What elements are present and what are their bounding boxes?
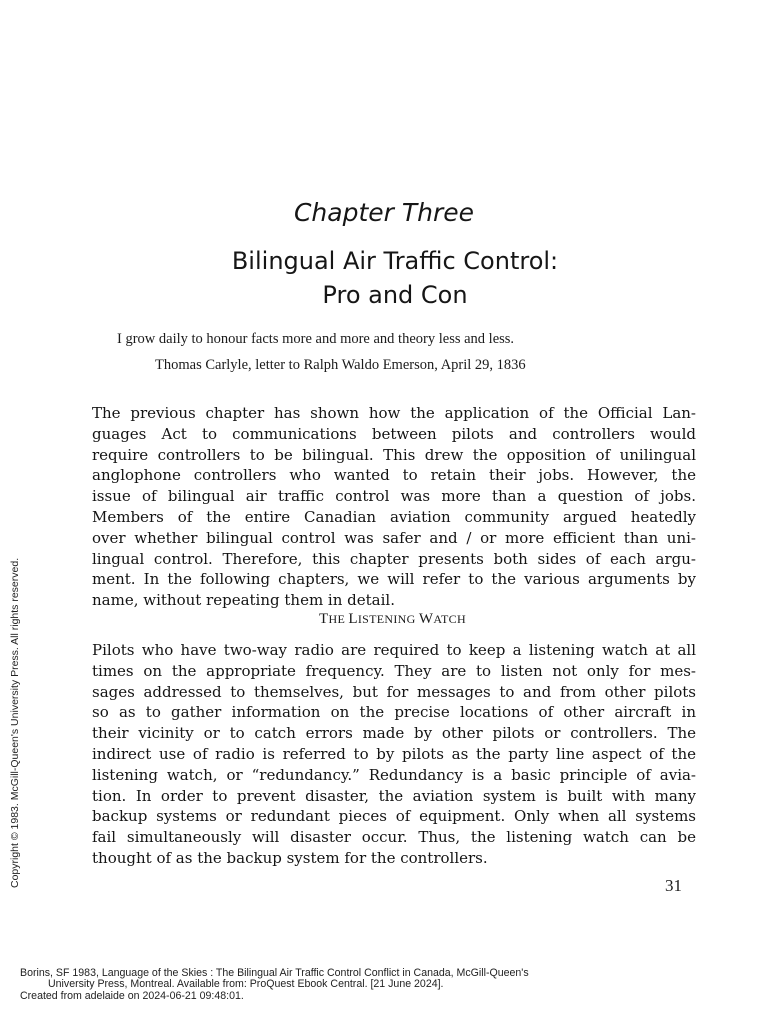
text-line: name, without repeating them in detail. bbox=[92, 591, 395, 610]
epigraph-quote: I grow daily to honour facts more and more and theory less and less. bbox=[117, 331, 515, 347]
text-line: so as to gather information on the precise locations of other aircraft in bbox=[92, 703, 696, 722]
body-paragraph-1 bbox=[92, 403, 696, 611]
text-line: ment. In the following chapters, we will refer to the various arguments by bbox=[92, 570, 696, 589]
text-line: anglophone controllers who wanted to retain their jobs. However, the bbox=[92, 466, 696, 485]
text-line: their vicinity or to catch errors made by other pilots or controllers. The bbox=[92, 724, 696, 743]
page-number: 31 bbox=[665, 876, 682, 895]
body-paragraph-2 bbox=[92, 640, 696, 869]
text-line: Members of the entire Canadian aviation community argued heatedly bbox=[92, 507, 696, 526]
heading-smallcaps: ISTENING bbox=[357, 612, 419, 626]
text-line: fail simultaneously will disaster occur. Thus, the listening watch can be bbox=[92, 828, 696, 847]
chapter-label: Chapter Three bbox=[293, 198, 475, 227]
text-line: lingual control. Therefore, this chapter presents both sides of each argu- bbox=[92, 549, 696, 568]
chapter-title bbox=[0, 244, 768, 312]
text-line: Pilots who have two-way radio are required to keep a listening watch at all bbox=[92, 641, 696, 659]
heading-cap: W bbox=[418, 611, 434, 627]
footer-line: University Press, Montreal. Available from: ProQuest Ebook Central. [21 June 2024]. bbox=[48, 978, 444, 991]
text-line: sages addressed to themselves, but for messages to and from other pilots bbox=[92, 682, 696, 701]
text-line: issue of bilingual air traffic control was more than a question of jobs. bbox=[92, 487, 696, 506]
chapter-title-line1: Bilingual Air Traffic Control: bbox=[231, 247, 559, 275]
heading-smallcaps: HE bbox=[328, 612, 349, 626]
text-line: indirect use of radio is referred to by pilots as the party line aspect of the bbox=[92, 744, 696, 763]
citation-footer bbox=[20, 968, 720, 1002]
text-line: require controllers to be bilingual. This drew the opposition of unilingual bbox=[92, 445, 696, 464]
side-copyright-notice: Copyright © 1983. McGill-Queen's University Press. All rights reserved. bbox=[9, 557, 21, 888]
text-line: listening watch, or “redundancy.” Redundancy is a basic principle of avia- bbox=[92, 765, 696, 784]
section-heading bbox=[0, 611, 768, 628]
text-line: over whether bilingual control was safer and / or more efficient than uni- bbox=[92, 528, 696, 547]
footer-line: Created from adelaide on 2024-06-21 09:48:01. bbox=[20, 989, 244, 1002]
text-line: thought of as the backup system for the controllers. bbox=[92, 848, 488, 867]
footer-line: Borins, SF 1983, Language of the Skies : The Bilingual Air Traffic Control Conflict in Canada, McGill-Queen's bbox=[20, 967, 529, 979]
text-line: backup systems or redundant pieces of equipment. Only when all systems bbox=[92, 807, 696, 826]
text-line: tion. In order to prevent disaster, the aviation system is built with many bbox=[92, 786, 696, 805]
heading-smallcaps: ATCH bbox=[433, 612, 466, 626]
text-line: The previous chapter has shown how the application of the Official Lan- bbox=[92, 404, 696, 422]
text-line: guages Act to communications between pilots and controllers would bbox=[92, 424, 696, 443]
chapter-title-line2: Pro and Con bbox=[322, 281, 468, 309]
epigraph-attribution: Thomas Carlyle, letter to Ralph Waldo Emerson, April 29, 1836 bbox=[155, 357, 526, 373]
heading-cap: T bbox=[319, 611, 329, 627]
heading-cap: L bbox=[348, 611, 358, 627]
text-line: times on the appropriate frequency. They are to listen not only for mes- bbox=[92, 661, 696, 680]
